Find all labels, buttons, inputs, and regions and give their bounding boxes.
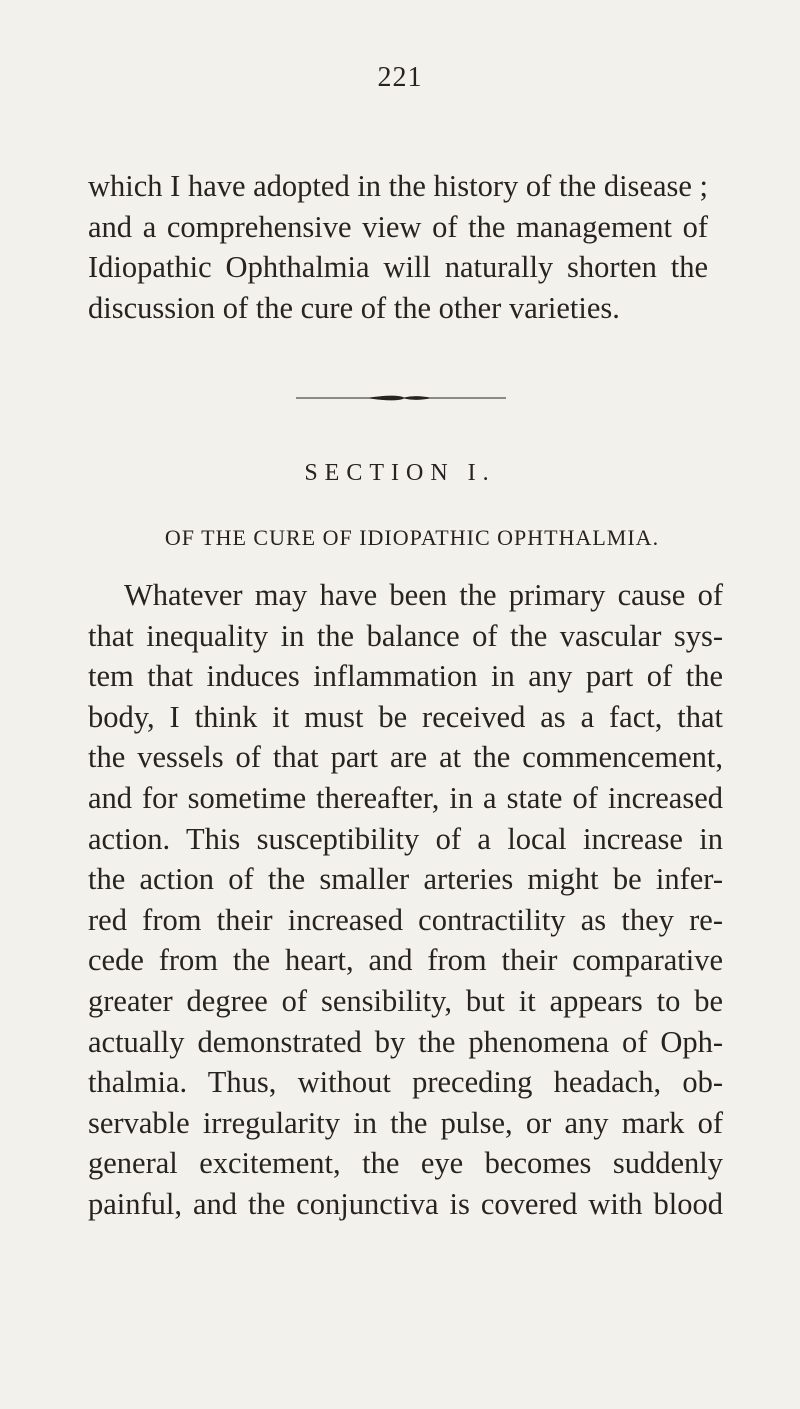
body-line: and for sometime thereafter, in a state of increased	[88, 780, 723, 815]
body-line: action. This susceptibility of a local increase in	[88, 821, 723, 856]
body-line: that inequality in the balance of the vascular sys-	[88, 618, 723, 653]
section-subtitle: OF THE CURE OF IDIOPATHIC OPHTHALMIA.	[164, 525, 660, 550]
body-line: red from their increased contractility as they re-	[88, 902, 723, 937]
intro-line: discussion of the cure of the other varieties.	[88, 290, 620, 325]
intro-line: and a comprehensive view of the management of	[88, 209, 708, 244]
page-number: 221	[377, 62, 423, 93]
body-line: general excitement, the eye becomes suddenly	[88, 1146, 723, 1181]
body-line: actually demonstrated by the phenomena of Oph-	[88, 1024, 723, 1059]
body-line: cede from the heart, and from their comparative	[88, 943, 723, 978]
body-line: body, I think it must be received as a fact, that	[88, 699, 723, 734]
body-line: the action of the smaller arteries might be infer-	[88, 862, 723, 897]
body-paragraph	[88, 575, 723, 1225]
body-line: the vessels of that part are at the commencement,	[88, 740, 723, 775]
intro-line: Idiopathic Ophthalmia will naturally shorten the	[88, 250, 708, 285]
body-line: servable irregularity in the pulse, or any mark of	[88, 1105, 723, 1140]
intro-line: which I have adopted in the history of the disease ;	[88, 169, 708, 203]
body-line: thalmia. Thus, without preceding headach, ob-	[88, 1065, 723, 1100]
ornamental-rule	[296, 393, 506, 403]
body-line: Whatever may have been the primary cause of	[124, 578, 723, 612]
intro-paragraph	[88, 166, 708, 328]
body-line: tem that induces inflammation in any part of the	[88, 659, 723, 694]
section-heading: SECTION I.	[304, 460, 496, 486]
body-line: greater degree of sensibility, but it appears to be	[88, 983, 723, 1018]
body-line: painful, and the conjunctiva is covered with blood	[88, 1186, 723, 1221]
